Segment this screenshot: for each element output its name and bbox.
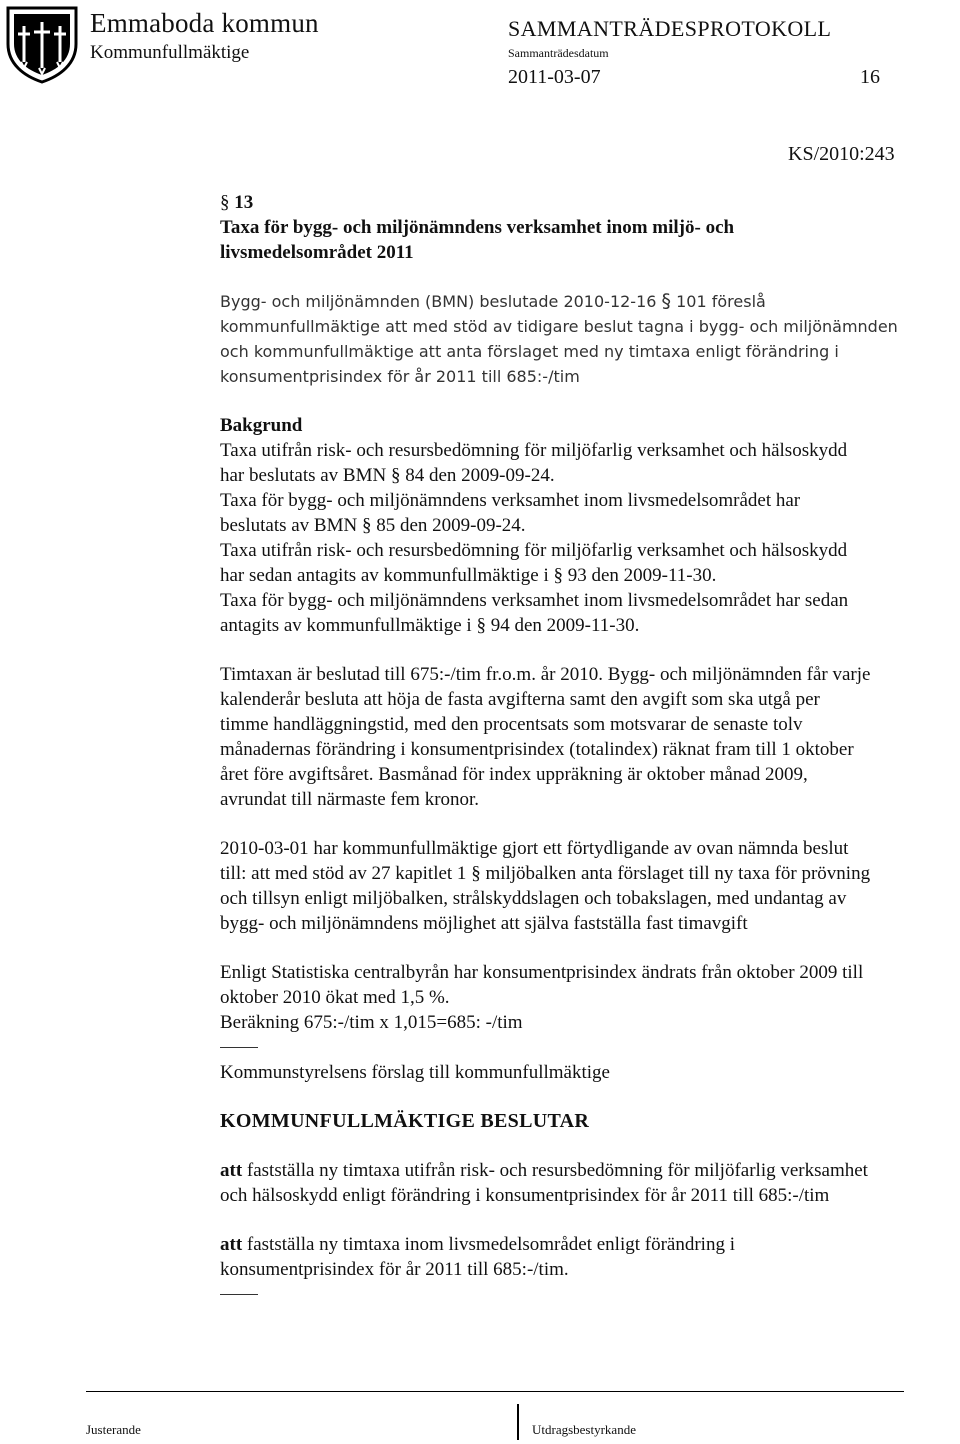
paragraph-sign: § — [471, 863, 481, 884]
text-line: konsumentprisindex för år 2011 till 685:-/tim — [220, 367, 580, 386]
text-segment: beslutats av BMN — [220, 515, 358, 536]
att-keyword: att — [220, 1234, 243, 1255]
decision-item — [220, 1232, 960, 1282]
paragraph-sign: § — [476, 615, 486, 636]
text-line: Taxa för bygg- och miljönämndens verksamhet inom livsmedelsområdet har — [220, 490, 801, 511]
separator-line — [220, 1047, 258, 1048]
decision-item — [220, 1158, 960, 1208]
extract-certifier-label: Utdragsbestyrkande — [532, 1422, 636, 1437]
text-line: månadernas förändring i konsumentprisindex (totalindex) räknat fram till 1 oktober — [220, 739, 854, 760]
text-line: Taxa utifrån risk- och resursbedömning för miljöfarlig verksamhet och hälsoskydd — [220, 540, 848, 561]
case-number: KS/2010:243 — [788, 143, 895, 165]
text-line — [220, 563, 960, 588]
intro-paragraph — [220, 289, 960, 389]
text-line: konsumentprisindex för år 2011 till 685:-/tim. — [220, 1259, 569, 1280]
text-segment: har beslutats av BMN — [220, 465, 387, 486]
section-title-line: Taxa för bygg- och miljönämndens verksamhet inom miljö- och — [220, 217, 735, 238]
section-title-line: livsmedelsområdet 2011 — [220, 242, 414, 263]
text-segment: antagits av kommunfullmäktige i — [220, 615, 472, 636]
text-line: 2010-03-01 har kommunfullmäktige gjort ett förtydligande av ovan nämnda beslut — [220, 838, 849, 859]
footer-divider — [517, 1404, 519, 1440]
paragraph-sign: § — [553, 565, 563, 586]
text-line: året före avgiftsåret. Basmånad för index uppräkning är oktober månad 2009, — [220, 764, 808, 785]
text-line: avrundat till närmaste fem kronor. — [220, 789, 480, 810]
section-heading — [220, 190, 960, 215]
organization-name: Emmaboda kommun — [90, 8, 319, 38]
meeting-date-label: Sammanträdesdatum — [508, 46, 609, 60]
separator-line — [220, 1294, 258, 1295]
text-line: timme handläggningstid, med den procentsats som motsvarar de senaste tolv — [220, 714, 803, 735]
statistics-paragraph — [220, 960, 960, 1035]
text-line — [220, 1158, 960, 1183]
page-number: 16 — [860, 66, 880, 88]
text-line: Taxa utifrån risk- och resursbedömning för miljöfarlig verksamhet och hälsoskydd — [220, 440, 848, 461]
text-line: Enligt Statistiska centralbyrån har konsumentprisindex ändrats från oktober 2009 till — [220, 962, 864, 983]
organization-body: Kommunfullmäktige — [90, 42, 250, 63]
text-segment: 101 föreslå — [676, 292, 766, 311]
paragraph-sign: § — [661, 290, 672, 312]
paragraph-sign: § — [361, 515, 372, 536]
text-segment: fastställa ny timtaxa utifrån risk- och resursbedömning för miljöfarlig verksamhet — [246, 1160, 868, 1181]
text-line: bygg- och miljönämndens möjlighet att själva fastställa fast timavgift — [220, 913, 748, 934]
text-line — [220, 513, 960, 538]
text-segment: 94 den 2009-11-30. — [490, 615, 640, 636]
text-segment: 85 den 2009-09-24. — [376, 515, 526, 536]
text-segment: har sedan antagits av kommunfullmäktige i — [220, 565, 549, 586]
meeting-date: 2011-03-07 — [508, 66, 601, 88]
timtaxa-paragraph — [220, 662, 960, 812]
text-segment: till: att med stöd av 27 kapitlet 1 — [220, 863, 467, 884]
text-line — [220, 289, 960, 314]
background-heading: Bakgrund — [220, 415, 303, 436]
section-number: 13 — [234, 192, 254, 213]
protocol-body — [220, 190, 960, 1307]
text-line: och kommunfullmäktige att anta förslaget med ny timtaxa enligt förändring i — [220, 342, 839, 361]
text-segment: miljöbalken anta förslaget till ny taxa för prövning — [485, 863, 871, 884]
text-line — [220, 463, 960, 488]
text-line: oktober 2010 ökat med 1,5 %. — [220, 987, 450, 1008]
text-line — [220, 613, 960, 638]
text-line — [220, 861, 960, 886]
document-type: SAMMANTRÄDESPROTOKOLL — [508, 16, 832, 41]
text-line: kommunfullmäktige att med stöd av tidigare beslut tagna i bygg- och miljönämnden — [220, 317, 898, 336]
text-segment: fastställa ny timtaxa inom livsmedelsområdet enligt förändring i — [246, 1234, 735, 1255]
paragraph-sign: § — [390, 465, 401, 486]
proposal-line: Kommunstyrelsens förslag till kommunfullmäktige — [220, 1062, 610, 1083]
text-segment: Bygg- och miljönämnden (BMN) beslutade 2010-12-16 — [220, 292, 657, 311]
background-section — [220, 413, 960, 638]
text-line: Timtaxan är beslutad till 675:-/tim fr.o.m. år 2010. Bygg- och miljönämnden får varje — [220, 664, 871, 685]
text-line: Beräkning 675:-/tim x 1,015=685: -/tim — [220, 1012, 523, 1033]
text-line — [220, 1232, 960, 1257]
paragraph-sign: § — [220, 192, 230, 213]
text-line: och tillsyn enligt miljöbalken, strålskyddslagen och tobakslagen, med undantag av — [220, 888, 847, 909]
decision-heading: KOMMUNFULLMÄKTIGE BESLUTAR — [220, 1110, 590, 1132]
adjuster-label: Justerande — [86, 1422, 141, 1437]
text-line: kalenderår besluta att höja de fasta avgifterna samt den avgift som ska utgå per — [220, 689, 820, 710]
clarification-paragraph — [220, 836, 960, 936]
att-keyword: att — [220, 1160, 243, 1181]
text-line: och hälsoskydd enligt förändring i konsumentprisindex för år 2011 till 685:-/tim — [220, 1185, 830, 1206]
footer-rule — [86, 1391, 904, 1392]
text-line: Taxa för bygg- och miljönämndens verksamhet inom livsmedelsområdet har sedan — [220, 590, 849, 611]
text-segment: 93 den 2009-11-30. — [567, 565, 717, 586]
text-segment: 84 den 2009-09-24. — [405, 465, 555, 486]
coat-of-arms-icon — [4, 4, 80, 84]
